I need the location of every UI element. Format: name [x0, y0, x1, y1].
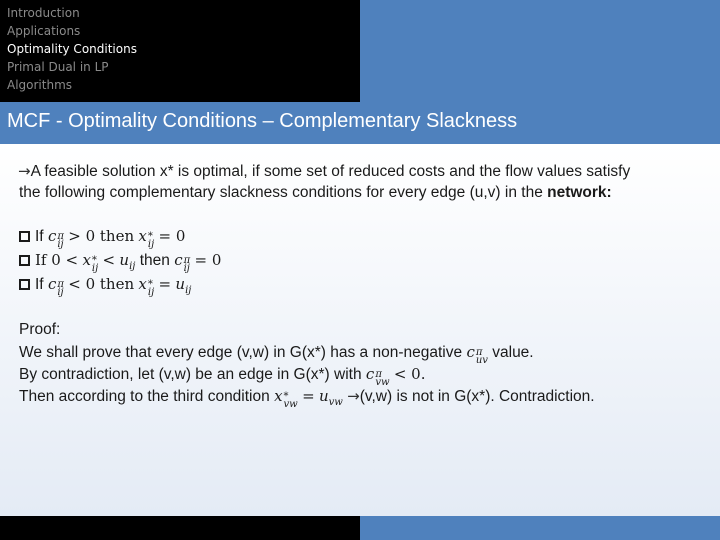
proof-line-3: Then according to the third condition x * vw = $u_{vw} \to(v,w)$ is not in G(x*). Contradiction.	[19, 387, 595, 410]
slide-title: MCF - Optimality Conditions – Complementary Slackness	[7, 110, 518, 132]
footer-left	[0, 516, 360, 540]
checkbox-bullet-icon	[19, 231, 30, 242]
header-accent	[360, 0, 720, 102]
proof-label: Proof:	[19, 321, 61, 338]
nav-item-primal-dual[interactable]: Primal Dual in LP	[7, 60, 109, 74]
nav-item-introduction[interactable]: Introduction	[7, 6, 80, 20]
proof-line-2: By contradiction, let (v,w) be an edge in G(x*) with c π vw < 0.	[19, 365, 426, 388]
arrow-icon: →	[18, 162, 31, 180]
title-bar	[0, 102, 720, 144]
implies-arrow-icon: →	[347, 387, 360, 405]
condition-1: If c π ij > 0 then x * ij = 0	[19, 226, 185, 249]
condition-2: If 0 < x * ij < $u_{ij}$ then c π ij = 0	[19, 250, 221, 277]
footer-right	[360, 516, 720, 540]
slide-content	[0, 144, 720, 516]
nav-item-algorithms[interactable]: Algorithms	[7, 78, 73, 92]
checkbox-bullet-icon	[19, 279, 30, 290]
intro-line-2: the following complementary slackness conditions for every edge (u,v) in the network:	[19, 184, 612, 201]
proof-line-1: We shall prove that every edge (v,w) in G(x*) has a non-negative c π uv value.	[19, 343, 534, 366]
checkbox-bullet-icon	[19, 255, 30, 266]
nav-item-applications[interactable]: Applications	[7, 24, 81, 38]
nav-item-optimality-conditions[interactable]: Optimality Conditions	[7, 42, 137, 56]
section-nav	[0, 0, 360, 102]
intro-line-1: →A feasible solution x* is optimal, if some set of reduced costs and the flow values satisfy	[18, 162, 631, 180]
condition-3: If c π ij < 0 then x * ij = $u_{ij}$	[19, 274, 191, 301]
